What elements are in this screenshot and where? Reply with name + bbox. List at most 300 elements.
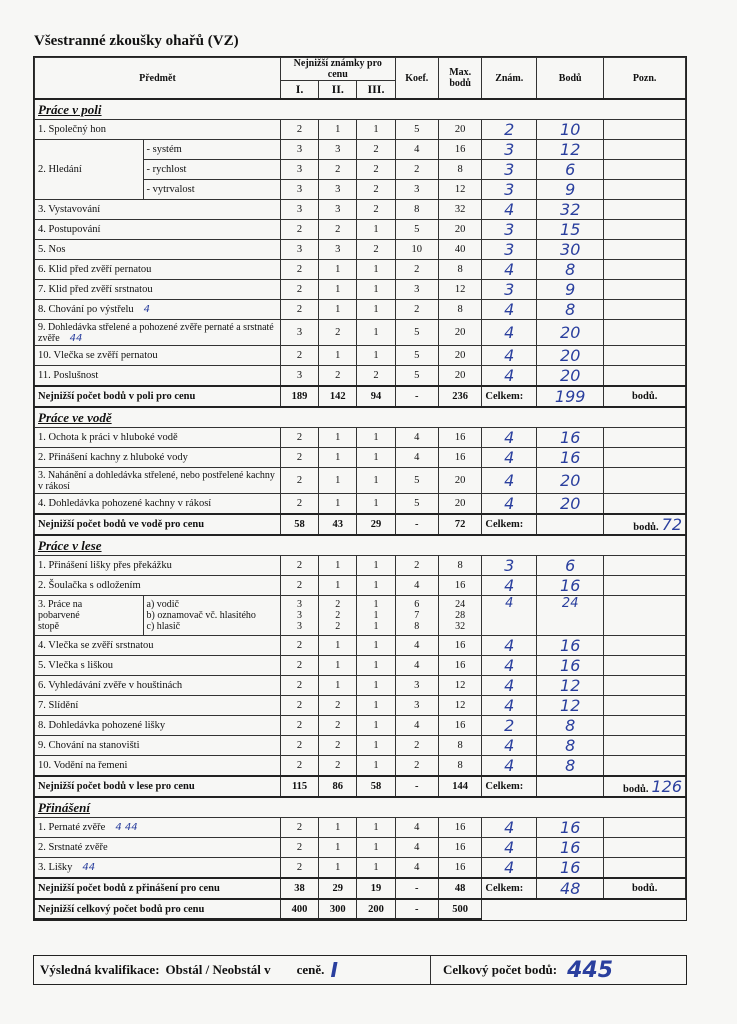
item-name [35, 428, 281, 448]
item-value-line: 24 [455, 599, 466, 610]
document-title: Všestranné zkoušky ohařů (VZ) [34, 33, 239, 49]
celkem-unit: bodů. [604, 386, 686, 407]
item-value: 4 [395, 140, 438, 160]
item-value: 8 [438, 160, 481, 180]
item-value: 16 [438, 656, 481, 676]
table-row [35, 818, 686, 838]
item-poznamka [604, 636, 686, 656]
table-row [35, 636, 686, 656]
item-label: 7. Klid před zvěří srstnatou [38, 284, 153, 295]
item-label: 10. Vodění na řemeni [38, 760, 128, 771]
table-row [35, 596, 686, 636]
item-subname [143, 596, 280, 636]
item-value-line: 2 [335, 610, 341, 621]
scoring-table [33, 56, 687, 921]
handwritten-znamka: 4 [482, 736, 537, 756]
grand-total-value: 500 [438, 899, 481, 919]
item-value: 1 [357, 494, 395, 515]
item-value: 2 [280, 220, 318, 240]
item-value: 20 [438, 366, 481, 387]
item-name [35, 494, 281, 515]
item-label: 11. Poslušnost [38, 370, 99, 381]
item-value: 20 [438, 346, 481, 366]
table-row [35, 120, 686, 140]
section-total-value: - [395, 878, 438, 899]
section-total-value: 142 [319, 386, 357, 407]
item-value: 1 [357, 468, 395, 494]
item-value: 4 [395, 448, 438, 468]
item-value: 4 [395, 818, 438, 838]
item-value: 16 [438, 858, 481, 879]
header-pozn: Pozn. [604, 58, 686, 100]
item-label: 9. Dohledávka střelené a pohozené zvěře pernaté a srstnaté zvěře [38, 321, 274, 344]
item-value: 2 [395, 160, 438, 180]
table-row [35, 320, 686, 346]
handwritten-znamka: 4 [482, 596, 537, 636]
header-predmet: Předmět [35, 58, 281, 100]
handwritten-body: 6 [537, 556, 604, 576]
item-value: 5 [395, 468, 438, 494]
item-value: 1 [357, 736, 395, 756]
table-row [35, 428, 686, 448]
item-label: 10. Vlečka se zvěří pernatou [38, 350, 158, 361]
item-value-line: 6 [414, 599, 420, 610]
handwritten-body: 20 [537, 320, 604, 346]
item-value: 4 [395, 576, 438, 596]
item-value: 10 [395, 240, 438, 260]
item-poznamka [604, 716, 686, 736]
section-total-value: 58 [280, 514, 318, 535]
item-value: 2 [395, 756, 438, 777]
item-value [280, 596, 318, 636]
section-total-value: 189 [280, 386, 318, 407]
item-value: 3 [280, 240, 318, 260]
item-value: 12 [438, 676, 481, 696]
section-total-label: Nejnižší počet bodů v lese pro cenu [35, 776, 281, 797]
item-name [35, 756, 281, 777]
item-value-line: 2 [335, 599, 341, 610]
item-value: 20 [438, 468, 481, 494]
item-value: 5 [395, 346, 438, 366]
item-name [35, 596, 144, 636]
item-value: 4 [395, 428, 438, 448]
handwritten-body: 20 [537, 468, 604, 494]
item-label: 4. Vlečka se zvěří srstnatou [38, 640, 154, 651]
item-name [35, 120, 281, 140]
item-value: 2 [319, 220, 357, 240]
celkem-value: 48 [537, 878, 604, 899]
handwritten-body: 30 [537, 240, 604, 260]
item-name [35, 346, 281, 366]
item-value: 1 [357, 656, 395, 676]
item-value: 3 [319, 140, 357, 160]
handwritten-znamka: 3 [482, 280, 537, 300]
item-value: 1 [319, 494, 357, 515]
kvalifikace-label: Výsledná kvalifikace: [40, 962, 160, 977]
item-value: 1 [319, 428, 357, 448]
item-poznamka [604, 280, 686, 300]
grand-total-label: Nejnižší celkový počet bodů pro cenu [35, 899, 281, 919]
item-name [35, 468, 281, 494]
section-total-value: 72 [438, 514, 481, 535]
handwritten-znamka: 4 [482, 838, 537, 858]
item-value: 32 [438, 200, 481, 220]
item-sublabel: c) hlasič [146, 621, 181, 632]
handwritten-body: 20 [537, 494, 604, 515]
item-poznamka [604, 240, 686, 260]
item-name [35, 838, 281, 858]
item-value: 1 [357, 716, 395, 736]
item-value: 2 [280, 736, 318, 756]
handwritten-znamka: 4 [482, 260, 537, 280]
handwritten-body: 16 [537, 636, 604, 656]
item-poznamka [604, 838, 686, 858]
item-value: 1 [319, 448, 357, 468]
item-value: 1 [357, 756, 395, 777]
table-row [35, 676, 686, 696]
celkovy-label: Celkový počet bodů: [443, 962, 558, 977]
item-poznamka [604, 140, 686, 160]
handwritten-znamka: 4 [482, 366, 537, 387]
handwritten-body: 8 [537, 260, 604, 280]
item-label: stopě [38, 621, 60, 632]
section-total-label: Nejnižší počet bodů z přinášení pro cenu [35, 878, 281, 899]
table-row [35, 200, 686, 220]
item-value: 20 [438, 494, 481, 515]
item-label: 5. Vlečka s liškou [38, 660, 114, 671]
section-total-row [35, 514, 686, 535]
handwritten-znamka: 4 [482, 300, 537, 320]
section-total-value: - [395, 776, 438, 797]
handwritten-body: 12 [537, 140, 604, 160]
section-total-value: 19 [357, 878, 395, 899]
item-value: 2 [357, 240, 395, 260]
item-value: 40 [438, 240, 481, 260]
table-row [35, 468, 686, 494]
handwritten-body: 12 [537, 696, 604, 716]
celkem-value: 126 [651, 777, 682, 796]
item-name [35, 676, 281, 696]
item-value: 2 [280, 300, 318, 320]
item-value: 2 [280, 468, 318, 494]
handwritten-znamka: 2 [482, 716, 537, 736]
item-label: 1. Společný hon [38, 124, 106, 135]
handwritten-body: 8 [537, 736, 604, 756]
handwritten-znamka: 3 [482, 556, 537, 576]
header-row-1 [35, 58, 686, 81]
handwritten-body: 6 [537, 160, 604, 180]
item-value: 3 [319, 200, 357, 220]
item-name: 2. Hledání [35, 140, 144, 200]
item-name [35, 736, 281, 756]
item-value: 3 [395, 280, 438, 300]
item-value: 1 [357, 120, 395, 140]
item-value: 16 [438, 818, 481, 838]
item-label: 8. Dohledávka pohozené lišky [38, 720, 166, 731]
item-value: 1 [357, 556, 395, 576]
item-value: 2 [280, 696, 318, 716]
item-poznamka [604, 180, 686, 200]
handwritten-znamka: 3 [482, 140, 537, 160]
item-value: 1 [319, 556, 357, 576]
section-total-value: - [395, 514, 438, 535]
section-total-value: 144 [438, 776, 481, 797]
item-value: 8 [438, 260, 481, 280]
item-value: 1 [319, 818, 357, 838]
handwritten-body: 10 [537, 120, 604, 140]
handwritten-znamka: 4 [482, 448, 537, 468]
final-qualification [33, 955, 687, 985]
handwritten-body: 8 [537, 300, 604, 320]
header-cena-2: II. [319, 81, 357, 100]
item-value: 3 [280, 200, 318, 220]
handwritten-znamka: 3 [482, 220, 537, 240]
section-total-value: 38 [280, 878, 318, 899]
item-name [35, 320, 281, 346]
item-value: 5 [395, 220, 438, 240]
section-total-row [35, 386, 686, 407]
item-value: 1 [357, 818, 395, 838]
item-value: 2 [395, 300, 438, 320]
item-poznamka [604, 346, 686, 366]
item-value: 5 [395, 366, 438, 387]
item-value: 2 [319, 320, 357, 346]
item-value: 3 [319, 180, 357, 200]
grand-total-value: 200 [357, 899, 395, 919]
item-value [395, 596, 438, 636]
item-name [35, 556, 281, 576]
item-value: 1 [319, 120, 357, 140]
handwritten-body: 16 [537, 448, 604, 468]
table-row [35, 448, 686, 468]
item-value: 1 [357, 636, 395, 656]
item-poznamka [604, 220, 686, 240]
item-name [35, 448, 281, 468]
item-poznamka [604, 448, 686, 468]
table-row [35, 858, 686, 879]
item-label: 1. Ochota k práci v hluboké vodě [38, 432, 178, 443]
section-heading: Práce v poli [35, 99, 686, 120]
section-heading: Přinášení [35, 797, 686, 818]
item-name [35, 300, 281, 320]
item-value: 1 [357, 260, 395, 280]
item-value: 3 [395, 696, 438, 716]
item-poznamka [604, 576, 686, 596]
item-name [35, 280, 281, 300]
grand-total-value: 400 [280, 899, 318, 919]
handwritten-znamka: 4 [482, 200, 537, 220]
handwritten-znamka: 4 [482, 494, 537, 515]
item-value-line: 1 [373, 599, 379, 610]
item-poznamka [604, 260, 686, 280]
handwritten-znamka: 2 [482, 120, 537, 140]
item-value: 5 [395, 120, 438, 140]
item-value: 2 [319, 366, 357, 387]
handwritten-body: 24 [537, 596, 604, 636]
item-value: 4 [395, 656, 438, 676]
handwritten-znamka: 4 [482, 756, 537, 777]
item-subname: - vytrvalost [143, 180, 280, 200]
item-value [438, 596, 481, 636]
item-value: 2 [280, 280, 318, 300]
item-value: 16 [438, 140, 481, 160]
item-name [35, 366, 281, 387]
item-value: 3 [280, 160, 318, 180]
header-cena-3: III. [357, 81, 395, 100]
item-label: 4. Postupování [38, 224, 101, 235]
cene-label: ceně. [296, 962, 325, 977]
item-subname: - rychlost [143, 160, 280, 180]
item-value: 1 [319, 576, 357, 596]
section-heading: Práce ve vodě [35, 407, 686, 428]
table-row [35, 346, 686, 366]
item-subname: - systém [143, 140, 280, 160]
item-poznamka [604, 696, 686, 716]
table-row [35, 366, 686, 387]
handwritten-znamka: 3 [482, 240, 537, 260]
item-value: 2 [280, 716, 318, 736]
item-value: 2 [357, 140, 395, 160]
item-value: 16 [438, 448, 481, 468]
handwritten-note: 4 [143, 304, 151, 315]
item-value: 3 [280, 180, 318, 200]
handwritten-body: 20 [537, 366, 604, 387]
item-value: 1 [357, 428, 395, 448]
header-koef: Koef. [395, 58, 438, 100]
celkem-unit: bodů. [604, 878, 686, 899]
item-value: 1 [319, 468, 357, 494]
item-value: 2 [280, 656, 318, 676]
item-value: 3 [319, 240, 357, 260]
item-label: 3. Lišky [38, 862, 73, 873]
section-total-value: 48 [438, 878, 481, 899]
celkem-unit-cell [604, 514, 686, 535]
celkem-unit: bodů. [623, 784, 649, 795]
item-value-line: 32 [455, 621, 466, 632]
item-label: 8. Chování po výstřelu [38, 304, 134, 315]
celkem-label: Celkem: [482, 386, 537, 407]
item-value-line: 1 [373, 621, 379, 632]
item-value: 2 [280, 676, 318, 696]
item-value: 4 [395, 636, 438, 656]
item-value: 4 [395, 838, 438, 858]
item-value: 2 [395, 556, 438, 576]
item-label: 2. Srstnaté zvěře [38, 842, 108, 853]
item-value: 20 [438, 120, 481, 140]
item-value: 1 [319, 280, 357, 300]
header-max: Max. bodů [438, 58, 481, 100]
item-poznamka [604, 200, 686, 220]
item-poznamka [604, 556, 686, 576]
item-poznamka [604, 676, 686, 696]
item-value: 1 [319, 260, 357, 280]
item-value: 20 [438, 220, 481, 240]
item-value: 5 [395, 320, 438, 346]
item-value-line: 2 [335, 621, 341, 632]
section-total-value: - [395, 386, 438, 407]
item-value: 2 [280, 428, 318, 448]
item-poznamka [604, 320, 686, 346]
item-value: 2 [280, 838, 318, 858]
handwritten-znamka: 4 [482, 346, 537, 366]
celkovy-value: 445 [567, 957, 614, 983]
handwritten-body: 15 [537, 220, 604, 240]
item-value: 1 [357, 696, 395, 716]
obstal-label: Obstál / Neobstál v [165, 962, 271, 977]
celkem-value: 72 [661, 515, 682, 534]
celkem-value: 199 [537, 386, 604, 407]
item-value-line: 1 [373, 610, 379, 621]
table-row [35, 656, 686, 676]
item-value: 8 [438, 736, 481, 756]
item-value: 1 [319, 300, 357, 320]
item-value: 2 [280, 576, 318, 596]
item-value: 1 [357, 838, 395, 858]
item-name [35, 576, 281, 596]
item-poznamka [604, 858, 686, 879]
table-row [35, 140, 686, 160]
table-row [35, 260, 686, 280]
section-total-value: 94 [357, 386, 395, 407]
handwritten-body: 16 [537, 656, 604, 676]
item-value: 1 [319, 676, 357, 696]
item-value-line: 3 [297, 610, 303, 621]
item-name [35, 858, 281, 879]
item-value: 1 [357, 320, 395, 346]
handwritten-znamka: 4 [482, 428, 537, 448]
section-total-value: 29 [319, 878, 357, 899]
section-les [35, 535, 686, 797]
section-total-value: 236 [438, 386, 481, 407]
item-poznamka [604, 656, 686, 676]
item-value-line: 28 [455, 610, 466, 621]
item-poznamka [604, 736, 686, 756]
table-row [35, 838, 686, 858]
item-value: 2 [357, 200, 395, 220]
item-value: 2 [280, 346, 318, 366]
item-value: 2 [319, 716, 357, 736]
item-value-line: 3 [297, 621, 303, 632]
table-row [35, 280, 686, 300]
celkem-unit-cell [604, 776, 686, 797]
item-value: 20 [438, 320, 481, 346]
item-sublabel: a) vodič [146, 599, 179, 610]
item-value-line: 3 [297, 599, 303, 610]
section-total-value: 115 [280, 776, 318, 797]
item-value: 2 [280, 818, 318, 838]
item-value: 2 [319, 696, 357, 716]
handwritten-body: 20 [537, 346, 604, 366]
item-value: 3 [395, 676, 438, 696]
table-row [35, 576, 686, 596]
table-row [35, 300, 686, 320]
celkem-space [537, 514, 604, 535]
item-value: 8 [438, 556, 481, 576]
item-label: 2. Šoulačka s odložením [38, 580, 141, 591]
handwritten-body: 16 [537, 838, 604, 858]
celkem-label: Celkem: [482, 776, 537, 797]
item-value: 8 [438, 300, 481, 320]
item-value: 4 [395, 716, 438, 736]
item-value: 2 [357, 160, 395, 180]
section-total-label: Nejnižší počet bodů v poli pro cenu [35, 386, 281, 407]
handwritten-znamka: 4 [482, 696, 537, 716]
item-label: 3. Vystavování [38, 204, 101, 215]
item-label: 3. Práce na [38, 599, 83, 610]
handwritten-znamka: 4 [482, 676, 537, 696]
item-value: 2 [395, 260, 438, 280]
item-value: 2 [280, 756, 318, 777]
